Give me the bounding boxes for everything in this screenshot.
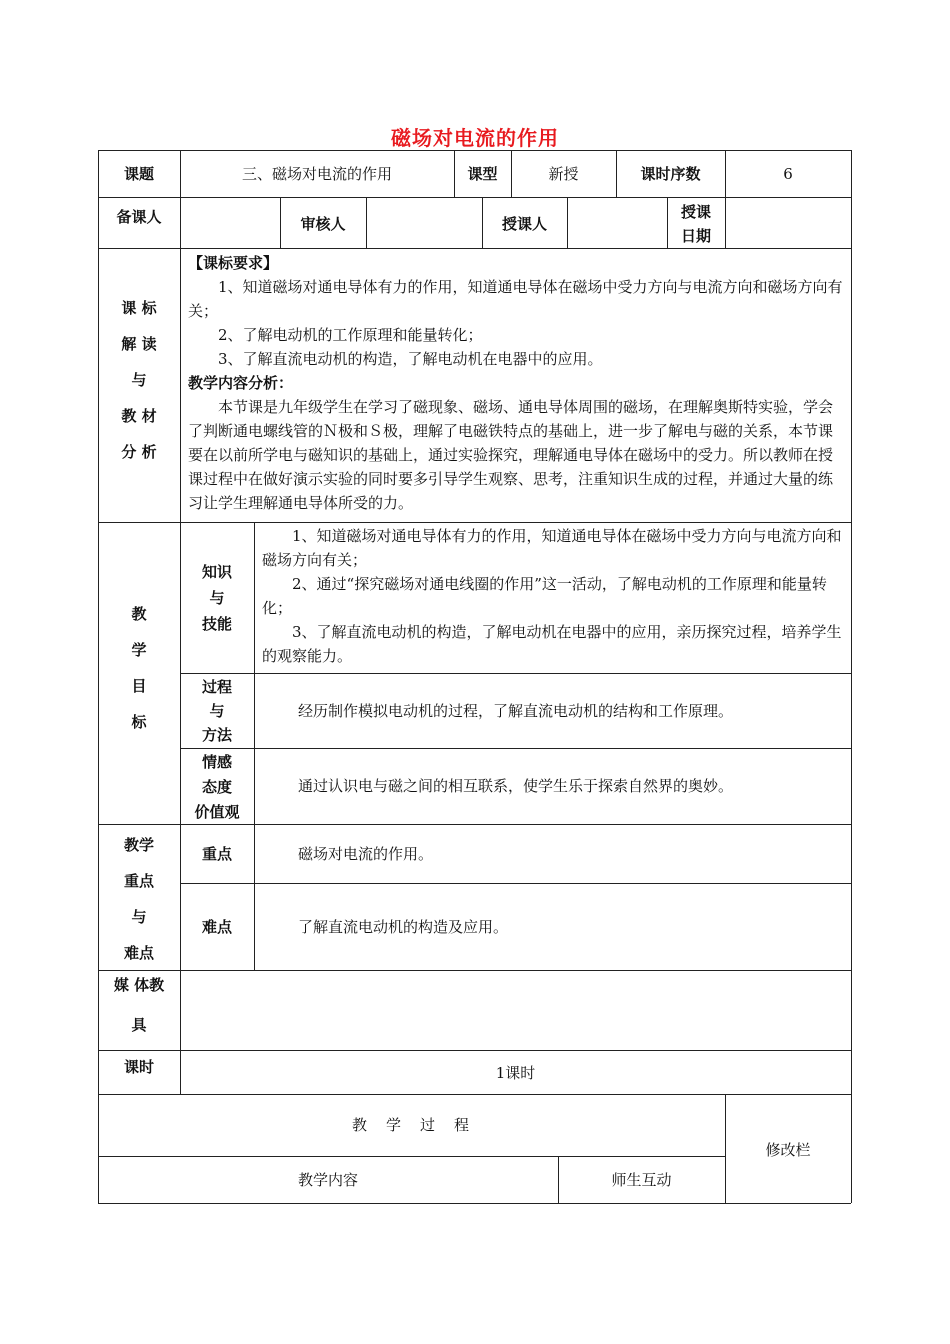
date-label-line2: 日期 xyxy=(680,227,711,245)
knowledge-item-2: 2、通过“探究磁场对通电线圈的作用”这一活动，了解电动机的工作原理和能量转化； xyxy=(262,575,827,617)
requirement-2: 2、了解电动机的工作原理和能量转化； xyxy=(218,326,483,344)
type-value: 新授 xyxy=(548,165,579,183)
knowledge-content xyxy=(262,524,844,668)
date-label-line1: 授课 xyxy=(680,203,711,221)
focus-side-label: 教学 重点 与 难点 xyxy=(123,836,154,962)
content-analysis-heading: 教学内容分析： xyxy=(188,374,294,392)
requirement-1: 1、知道磁场对通电导体有力的作用，知道通电导体在磁场中受力方向与电流方向和磁场方向有关； xyxy=(188,278,843,320)
revision-column-header: 修改栏 xyxy=(765,1141,811,1159)
content-column-header: 教学内容 xyxy=(297,1171,358,1189)
hours-value: 1课时 xyxy=(495,1064,536,1082)
review-label: 审核人 xyxy=(300,215,346,233)
document-title: 磁场对电流的作用 xyxy=(391,126,559,150)
media-label-line1: 媒 体教 xyxy=(113,976,165,994)
key-point-label: 重点 xyxy=(201,845,232,863)
type-label: 课型 xyxy=(467,165,498,183)
knowledge-item-3: 3、了解直流电动机的构造，了解电动机在电器中的应用，亲历探究过程，培养学生的观察能力。 xyxy=(262,623,842,665)
process-heading: 教 学 过 程 xyxy=(351,1116,471,1134)
analysis-side-label: 课 标 解 读 与 教 材 分 析 xyxy=(121,299,157,461)
prep-label: 备课人 xyxy=(116,208,162,226)
order-value: 6 xyxy=(783,165,793,183)
lesson-label: 课题 xyxy=(123,165,154,183)
media-label-line2: 具 xyxy=(131,1016,147,1034)
teach-label: 授课人 xyxy=(501,215,547,233)
hours-label: 课时 xyxy=(123,1058,154,1076)
knowledge-label: 知识 与 技能 xyxy=(201,563,232,633)
key-point-text: 磁场对电流的作用。 xyxy=(298,845,434,863)
process-method-text: 经历制作模拟电动机的过程，了解直流电动机的结构和工作原理。 xyxy=(298,702,734,720)
difficult-point-text: 了解直流电动机的构造及应用。 xyxy=(298,918,509,936)
difficult-point-label: 难点 xyxy=(201,918,232,936)
content-analysis-text: 本节课是九年级学生在学习了磁现象、磁场、通电导体周围的磁场，在理解奥斯特实验，学会了判断通电螺线管的Ｎ极和Ｓ极，理解了电磁铁特点的基础上，进一步了解电与磁的关系，本节课要在以前所学电与磁知识的基础上，通过实验探究，理解通电导体在磁场中的受力。所以教师在授课过程中在做好演示实验的同时要多引导学生观察、思考，注重知识生成的过程，并通过大量的练习让学生理解通电导体所受的力。 xyxy=(188,398,834,512)
order-label: 课时序数 xyxy=(640,165,701,183)
knowledge-item-1: 1、知道磁场对通电导体有力的作用，知道通电导体在磁场中受力方向与电流方向和磁场方向有关； xyxy=(262,527,842,569)
requirement-3: 3、了解直流电动机的构造，了解电动机在电器中的应用。 xyxy=(218,350,603,368)
lesson-value: 三、磁场对电流的作用 xyxy=(241,165,392,183)
emotion-attitude-label: 情感 态度 价值观 xyxy=(194,753,240,821)
analysis-content xyxy=(188,251,844,515)
emotion-attitude-text: 通过认识电与磁之间的相互联系，使学生乐于探索自然界的奥妙。 xyxy=(298,777,734,795)
interaction-column-header: 师生互动 xyxy=(611,1171,672,1189)
process-method-label: 过程 与 方法 xyxy=(201,678,232,744)
objectives-side-label: 教 学 目 标 xyxy=(131,605,147,731)
standard-requirements-heading: 【课标要求】 xyxy=(188,254,279,272)
